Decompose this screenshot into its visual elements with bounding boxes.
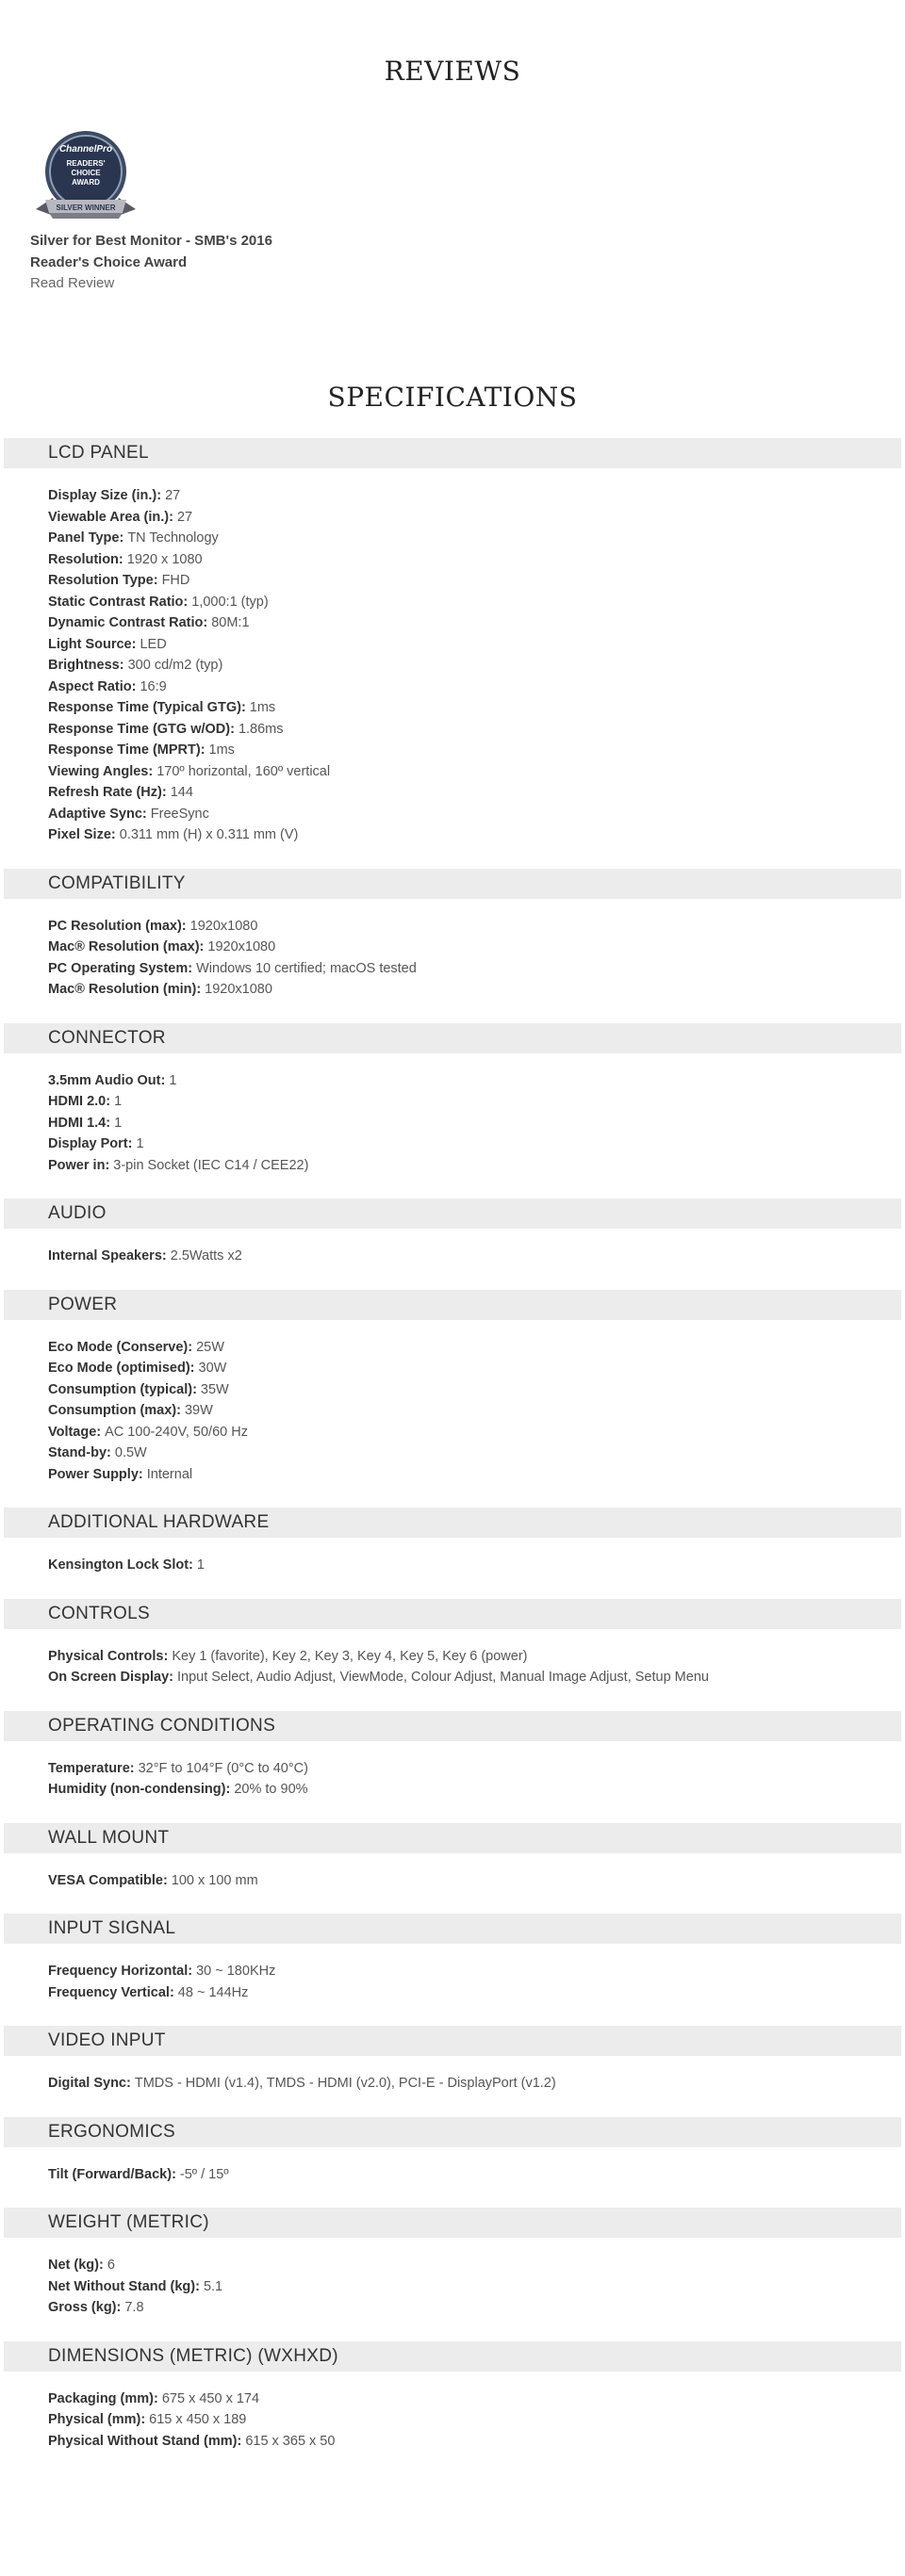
award-card xyxy=(30,128,341,294)
spec-label: Panel Type : xyxy=(48,530,123,546)
spec-value: 615 x 450 x 189 xyxy=(149,2412,247,2427)
badge-readers-text: READERS' xyxy=(66,159,106,168)
spec-label: Viewing Angles : xyxy=(48,764,153,779)
spec-row xyxy=(48,592,901,613)
spec-section-body xyxy=(4,1053,901,1199)
spec-label: Viewable Area (in.) : xyxy=(48,510,173,525)
spec-value: AC 100-240V, 50/60 Hz xyxy=(105,1424,248,1440)
spec-row xyxy=(48,549,901,571)
spec-value: 1 xyxy=(114,1115,123,1131)
spec-section-body xyxy=(4,1944,901,2026)
spec-value: 100 x 100 mm xyxy=(171,1872,258,1888)
spec-label: Physical Without Stand (mm) : xyxy=(48,2434,241,2449)
spec-row xyxy=(48,761,901,783)
spec-section-body xyxy=(4,468,901,869)
spec-section-heading: WEIGHT (METRIC) xyxy=(4,2208,901,2238)
spec-label: Physical (mm) : xyxy=(48,2412,145,2427)
spec-value: 1920 x 1080 xyxy=(126,551,203,567)
spec-section-body xyxy=(4,1229,901,1290)
spec-row xyxy=(48,1646,901,1668)
spec-section-body xyxy=(4,2056,901,2117)
spec-row xyxy=(48,1358,901,1379)
spec-value: 30W xyxy=(198,1361,227,1376)
spec-row xyxy=(48,2164,901,2186)
spec-row xyxy=(48,634,901,656)
spec-row xyxy=(48,2276,901,2298)
spec-value: Internal xyxy=(146,1466,193,1482)
spec-section-heading: VIDEO INPUT xyxy=(4,2026,901,2056)
spec-row xyxy=(48,1464,901,1486)
spec-label: Gross (kg) : xyxy=(48,2300,121,2315)
spec-label: Display Size (in.) : xyxy=(48,488,161,503)
award-title-line-2: Reader's Choice Award xyxy=(30,254,188,270)
spec-label: Response Time (Typical GTG) : xyxy=(48,700,246,715)
spec-label: Consumption (typical) : xyxy=(48,1382,197,1397)
spec-section xyxy=(4,1599,901,1711)
spec-section-heading: CONNECTOR xyxy=(4,1023,901,1053)
spec-section-heading: CONTROLS xyxy=(4,1599,901,1629)
spec-value: 5.1 xyxy=(203,2278,223,2294)
spec-label: Digital Sync : xyxy=(48,2076,131,2091)
spec-label: On Screen Display : xyxy=(48,1670,173,1685)
spec-label: Consumption (max) : xyxy=(48,1403,181,1418)
spec-row xyxy=(48,612,901,634)
spec-value: 1,000:1 (typ) xyxy=(191,594,269,610)
spec-section-body xyxy=(4,2238,901,2341)
spec-value: 1920x1080 xyxy=(189,918,258,934)
spec-row xyxy=(48,1113,901,1134)
spec-value: 16:9 xyxy=(140,678,167,694)
spec-row xyxy=(48,1961,901,1982)
spec-label: Mac® Resolution (min) : xyxy=(48,982,201,997)
spec-section-body xyxy=(4,1629,901,1711)
spec-section xyxy=(4,1711,901,1823)
specifications-heading: SPECIFICATIONS xyxy=(327,382,578,413)
spec-value: Windows 10 certified; macOS tested xyxy=(196,960,417,976)
spec-label: Response Time (GTG w/OD) : xyxy=(48,722,235,737)
spec-label: Eco Mode (Conserve) : xyxy=(48,1340,192,1355)
spec-value: 2.5Watts x2 xyxy=(170,1248,242,1264)
read-review-link[interactable]: Read Review xyxy=(30,275,115,291)
spec-value: 0.5W xyxy=(114,1445,147,1460)
spec-section xyxy=(4,1290,901,1508)
spec-label: Response Time (MPRT) : xyxy=(48,742,206,758)
spec-row xyxy=(48,1246,901,1267)
spec-value: 615 x 365 x 50 xyxy=(245,2433,336,2449)
spec-value: 1.86ms xyxy=(238,721,284,737)
spec-section xyxy=(4,1508,901,1599)
spec-row xyxy=(48,1982,901,2004)
spec-value: 170º horizontal, 160º vertical xyxy=(156,763,331,779)
spec-value: 48 ~ 144Hz xyxy=(177,1984,249,2000)
spec-row xyxy=(48,1091,901,1113)
spec-section-heading: POWER xyxy=(4,1290,901,1320)
badge-brand-text: ChannelPro xyxy=(58,144,113,155)
spec-value: 27 xyxy=(176,509,193,525)
spec-row xyxy=(48,528,901,549)
spec-row xyxy=(48,570,901,592)
spec-row xyxy=(48,824,901,846)
reviews-heading: REVIEWS xyxy=(384,56,521,87)
spec-label: HDMI 1.4 : xyxy=(48,1116,110,1131)
spec-row xyxy=(48,1667,901,1688)
spec-value: 1920x1080 xyxy=(207,939,276,954)
spec-row xyxy=(48,2297,901,2319)
spec-section-body xyxy=(4,2147,901,2209)
spec-value: 1 xyxy=(196,1557,205,1573)
spec-section xyxy=(4,1198,901,1290)
spec-label: Eco Mode (optimised) : xyxy=(48,1361,195,1376)
spec-label: Aspect Ratio : xyxy=(48,679,136,694)
spec-label: Humidity (non-condensing) : xyxy=(48,1782,230,1797)
spec-label: Resolution Type : xyxy=(48,573,158,588)
spec-value: 1 xyxy=(136,1136,144,1151)
spec-label: Kensington Lock Slot : xyxy=(48,1557,193,1573)
spec-section-heading: LCD PANEL xyxy=(4,438,901,468)
spec-row xyxy=(48,782,901,804)
spec-section-heading: INPUT SIGNAL xyxy=(4,1914,901,1944)
spec-section xyxy=(4,2208,901,2341)
spec-label: PC Resolution (max) : xyxy=(48,919,187,934)
spec-row xyxy=(48,2409,901,2431)
spec-row xyxy=(48,2389,901,2410)
spec-row xyxy=(48,507,901,529)
spec-row xyxy=(48,740,901,761)
spec-label: Power Supply : xyxy=(48,1467,143,1482)
spec-row xyxy=(48,719,901,741)
spec-value: 1 xyxy=(114,1094,123,1109)
spec-section-heading: WALL MOUNT xyxy=(4,1823,901,1853)
spec-row xyxy=(48,1758,901,1780)
spec-value: FHD xyxy=(161,573,190,588)
spec-row xyxy=(48,2431,901,2453)
spec-section xyxy=(4,1823,901,1915)
spec-label: PC Operating System : xyxy=(48,961,192,976)
spec-section-heading: AUDIO xyxy=(4,1198,901,1229)
spec-value: 1ms xyxy=(249,700,276,715)
spec-row xyxy=(48,1379,901,1401)
spec-value: 39W xyxy=(184,1403,213,1418)
spec-value: Input Select, Audio Adjust, ViewMode, Colour Adjust, Manual Image Adjust, Setup Menu xyxy=(176,1670,709,1685)
spec-value: 300 cd/m2 (typ) xyxy=(127,658,223,673)
spec-section-heading: COMPATIBILITY xyxy=(4,869,901,899)
spec-section-body xyxy=(4,1853,901,1915)
spec-label: Pixel Size : xyxy=(48,827,116,842)
spec-label: Frequency Horizontal : xyxy=(48,1964,192,1979)
spec-value: FreeSync xyxy=(150,806,209,822)
spec-row xyxy=(48,1422,901,1443)
spec-section-body xyxy=(4,2372,901,2475)
spec-value: -5º / 15º xyxy=(179,2166,229,2182)
badge-choice-text: CHOICE xyxy=(71,169,101,177)
spec-section xyxy=(4,1023,901,1199)
spec-label: Static Contrast Ratio : xyxy=(48,595,188,610)
spec-value: 1 xyxy=(169,1072,177,1088)
spec-section-heading: OPERATING CONDITIONS xyxy=(4,1711,901,1741)
spec-row xyxy=(48,655,901,677)
spec-value: 0.311 mm (H) x 0.311 mm (V) xyxy=(119,827,299,842)
spec-value: 6 xyxy=(107,2258,115,2273)
spec-label: Temperature : xyxy=(48,1761,135,1776)
spec-section-body xyxy=(4,899,901,1023)
spec-row xyxy=(48,1870,901,1892)
spec-label: Resolution : xyxy=(48,552,123,567)
spec-label: Voltage : xyxy=(48,1425,101,1440)
spec-section-body xyxy=(4,1320,901,1508)
spec-label: Refresh Rate (Hz) : xyxy=(48,785,167,800)
spec-label: Packaging (mm) : xyxy=(48,2391,158,2406)
spec-value: 144 xyxy=(170,785,193,800)
award-title-line-1: Silver for Best Monitor - SMB's 2016 xyxy=(30,233,272,249)
spec-value: 32°F to 104°F (0°C to 40°C) xyxy=(138,1760,308,1776)
badge-award-text: AWARD xyxy=(72,178,100,187)
spec-label: HDMI 2.0 : xyxy=(48,1094,110,1109)
spec-value: 27 xyxy=(165,488,181,503)
spec-label: Net Without Stand (kg) : xyxy=(48,2279,200,2294)
spec-row xyxy=(48,677,901,698)
spec-section xyxy=(4,1914,901,2026)
spec-value: LED xyxy=(140,636,167,652)
spec-value: 1920x1080 xyxy=(205,982,272,997)
spec-row xyxy=(48,1400,901,1422)
spec-row xyxy=(48,485,901,507)
spec-label: Adaptive Sync : xyxy=(48,807,147,822)
spec-label: Display Port : xyxy=(48,1136,132,1151)
spec-section-body xyxy=(4,1538,901,1599)
spec-row xyxy=(48,1337,901,1359)
spec-label: Stand-by : xyxy=(48,1445,111,1460)
spec-row xyxy=(48,2073,901,2095)
specifications-list xyxy=(4,438,901,2474)
spec-section xyxy=(4,869,901,1023)
spec-row xyxy=(48,1555,901,1576)
spec-section xyxy=(4,2117,901,2209)
spec-value: 675 x 450 x 174 xyxy=(161,2390,260,2406)
spec-row xyxy=(48,804,901,825)
spec-row xyxy=(48,916,901,937)
channelpro-readers-choice-silver-badge-icon xyxy=(32,128,140,226)
spec-section xyxy=(4,438,901,869)
spec-value: 1ms xyxy=(208,742,235,758)
badge-ribbon-text: SILVER WINNER xyxy=(56,204,116,212)
spec-label: Internal Speakers : xyxy=(48,1248,167,1264)
spec-label: Physical Controls : xyxy=(48,1649,168,1664)
spec-label: Dynamic Contrast Ratio : xyxy=(48,615,207,630)
spec-row xyxy=(48,1155,901,1177)
spec-row xyxy=(48,979,901,1001)
spec-row xyxy=(48,1133,901,1155)
spec-row xyxy=(48,1443,901,1464)
spec-row xyxy=(48,1070,901,1092)
spec-row xyxy=(48,2255,901,2276)
spec-label: Power in : xyxy=(48,1158,109,1173)
spec-label: Mac® Resolution (max) : xyxy=(48,939,204,954)
spec-value: 25W xyxy=(196,1339,224,1355)
spec-label: Net (kg) : xyxy=(48,2258,104,2273)
spec-value: 7.8 xyxy=(124,2300,144,2315)
spec-value: Key 1 (favorite), Key 2, Key 3, Key 4, Key 5, Key 6 (power) xyxy=(172,1648,528,1664)
spec-value: 80M:1 xyxy=(211,615,250,630)
spec-row xyxy=(48,697,901,719)
spec-value: 35W xyxy=(200,1381,229,1397)
spec-section-body xyxy=(4,1741,901,1823)
spec-section-heading: DIMENSIONS (METRIC) (WXHXD) xyxy=(4,2341,901,2372)
spec-label: 3.5mm Audio Out : xyxy=(48,1073,165,1088)
spec-section xyxy=(4,2026,901,2117)
spec-value: TMDS - HDMI (v1.4), TMDS - HDMI (v2.0), PCI-E - DisplayPort (v1.2) xyxy=(134,2076,556,2091)
spec-label: Light Source : xyxy=(48,637,136,652)
spec-label: Frequency Vertical : xyxy=(48,1985,174,2000)
spec-value: TN Technology xyxy=(127,530,219,546)
spec-label: VESA Compatible : xyxy=(48,1873,168,1888)
spec-label: Brightness : xyxy=(48,658,124,673)
spec-row xyxy=(48,1779,901,1801)
spec-label: Tilt (Forward/Back) : xyxy=(48,2167,176,2182)
spec-row xyxy=(48,958,901,980)
spec-value: 20% to 90% xyxy=(234,1782,308,1797)
award-title xyxy=(30,230,341,273)
spec-row xyxy=(48,937,901,958)
spec-section-heading: ADDITIONAL HARDWARE xyxy=(4,1508,901,1538)
spec-section-heading: ERGONOMICS xyxy=(4,2117,901,2147)
spec-value: 3-pin Socket (IEC C14 / CEE22) xyxy=(113,1157,309,1173)
spec-value: 30 ~ 180KHz xyxy=(196,1964,276,1979)
spec-section xyxy=(4,2341,901,2475)
